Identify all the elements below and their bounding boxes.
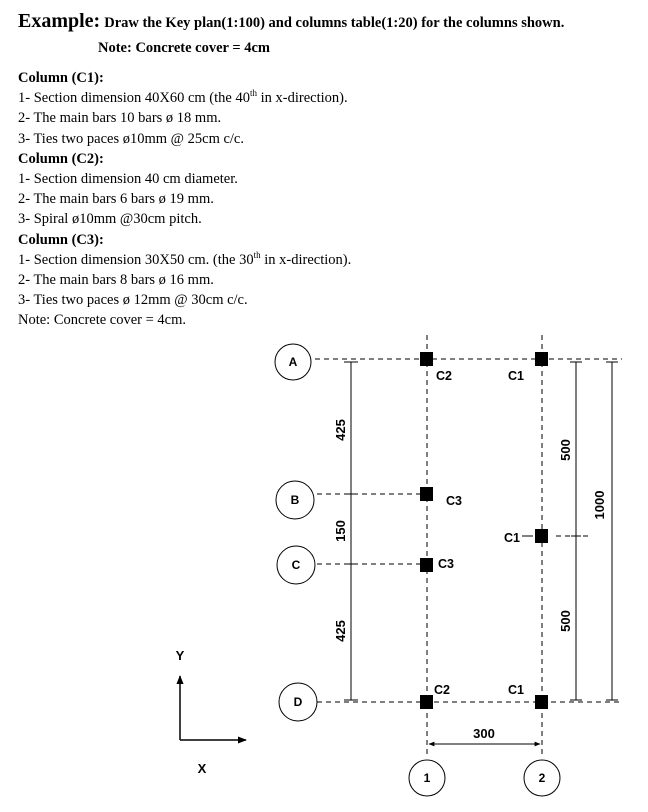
grid-label-b: B: [290, 493, 300, 507]
column-d2: [535, 695, 548, 709]
spec-item: Note: Concrete cover = 4cm.: [18, 312, 187, 329]
column-a2: [535, 352, 548, 366]
grid-label-2: 2: [538, 771, 546, 785]
spec-text: in x-direction).: [256, 90, 348, 107]
column-heading: Column (C3):: [18, 231, 104, 248]
column-c1: [420, 558, 433, 572]
column-d1: [420, 695, 433, 709]
spec-superscript: th: [249, 88, 257, 99]
dim-right-total: 1000: [592, 490, 607, 520]
spec-superscript: th: [253, 249, 261, 260]
column-b2: [535, 529, 548, 543]
grid-label-d: D: [293, 695, 303, 709]
axis-x-label: X: [197, 761, 207, 776]
spec-item: 3- Ties two paces ø10mm @ 25cm c/c.: [18, 130, 244, 147]
spec-item: 2- The main bars 10 bars ø 18 mm.: [18, 110, 222, 127]
spec-item: 3- Ties two paces ø 12mm @ 30cm c/c.: [18, 292, 248, 309]
column-label-a1: C2: [436, 369, 452, 383]
column-heading: Column (C1):: [18, 70, 104, 86]
spec-item: 1- Section dimension 40 cm diameter.: [18, 170, 238, 187]
spec-text: 1- Section dimension 30X50 cm. (the 30: [18, 251, 254, 268]
column-label-d2: C1: [508, 683, 524, 697]
column-label-b1: C3: [446, 494, 462, 508]
spec-item: 2- The main bars 6 bars ø 19 mm.: [18, 191, 214, 208]
dim-bottom: 300: [473, 726, 495, 741]
dim-left-mid: 150: [333, 520, 348, 542]
spec-item: 2- The main bars 8 bars ø 16 mm.: [18, 271, 214, 288]
dim-right-bottom: 500: [558, 610, 573, 632]
spec-text: 1- Section dimension 40X60 cm (the 40: [18, 90, 250, 107]
title-task-text: Draw the Key plan(1:100) and columns table(1:20) for the columns shown.: [104, 15, 565, 31]
column-b1: [420, 487, 433, 501]
spec-item: 3- Spiral ø10mm @30cm pitch.: [18, 211, 202, 228]
dim-left-bottom: 425: [333, 620, 348, 642]
title-example-word: Example:: [18, 10, 101, 32]
column-heading: Column (C2):: [18, 150, 104, 167]
column-label-d1: C2: [434, 683, 450, 697]
spec-text: in x-direction).: [260, 251, 352, 268]
column-label-b2: C1: [504, 531, 520, 545]
grid-label-c: C: [291, 558, 301, 572]
title-note: Note: Concrete cover = 4cm: [98, 40, 270, 56]
column-a1: [420, 352, 433, 366]
grid-label-1: 1: [423, 771, 431, 785]
axis-y-label: Y: [175, 648, 185, 663]
dim-right-top: 500: [558, 439, 573, 461]
grid-label-a: A: [288, 355, 298, 369]
column-label-a2: C1: [508, 369, 524, 383]
column-label-c1: C3: [438, 557, 454, 571]
dim-left-top: 425: [333, 419, 348, 441]
